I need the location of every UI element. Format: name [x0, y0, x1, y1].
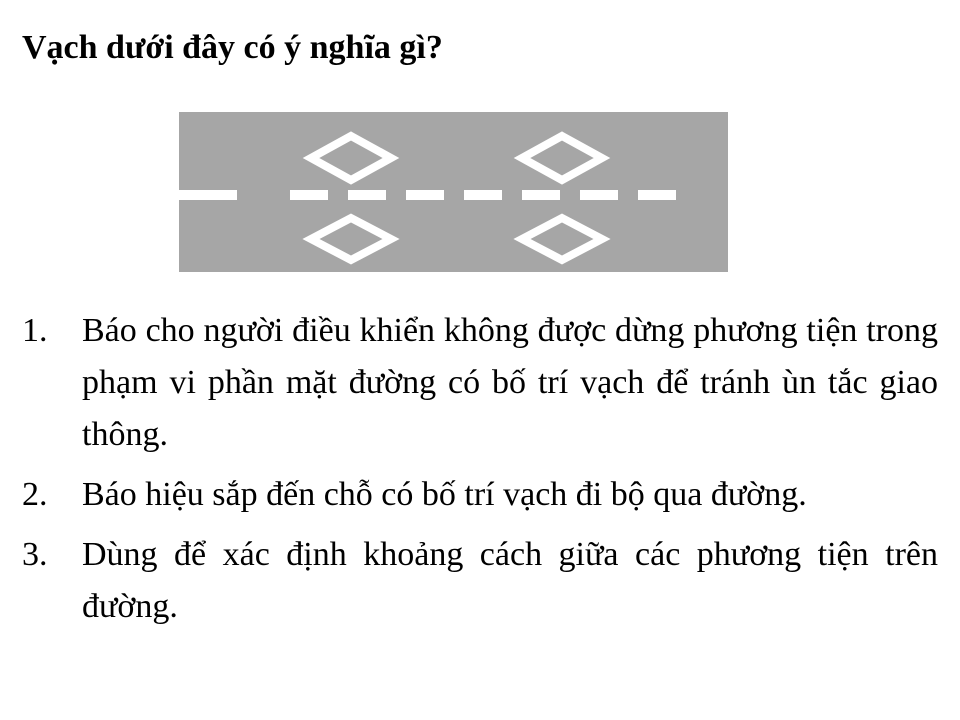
- dashed-line-segment: [580, 190, 618, 200]
- answer-list: [22, 305, 938, 641]
- solid-line-segment: [179, 190, 237, 200]
- answer-text: Dùng để xác định khoảng cách giữa các phương tiện trên đường.: [82, 536, 938, 625]
- answer-option-1[interactable]: [22, 305, 938, 461]
- question-title: Vạch dưới đây có ý nghĩa gì?: [22, 29, 443, 66]
- dashed-line-segment: [290, 190, 328, 200]
- dashed-line-segment: [348, 190, 386, 200]
- dashed-line-segment: [464, 190, 502, 200]
- dashed-line-segment: [638, 190, 676, 200]
- dashed-line-segment: [406, 190, 444, 200]
- answer-text: Báo cho người điều khiển không được dừng phương tiện trong phạm vi phần mặt đường có bố trí vạch để tránh ùn tắc giao thông.: [82, 312, 938, 453]
- answer-option-2[interactable]: [22, 469, 938, 521]
- answer-number: 1.: [22, 312, 48, 349]
- answer-option-3[interactable]: [22, 529, 938, 633]
- answer-number: 3.: [22, 536, 48, 573]
- dashed-line-segment: [522, 190, 560, 200]
- road-marking-figure: [179, 112, 728, 272]
- answer-number: 2.: [22, 476, 48, 513]
- answer-text: Báo hiệu sắp đến chỗ có bố trí vạch đi bộ qua đường.: [82, 476, 807, 513]
